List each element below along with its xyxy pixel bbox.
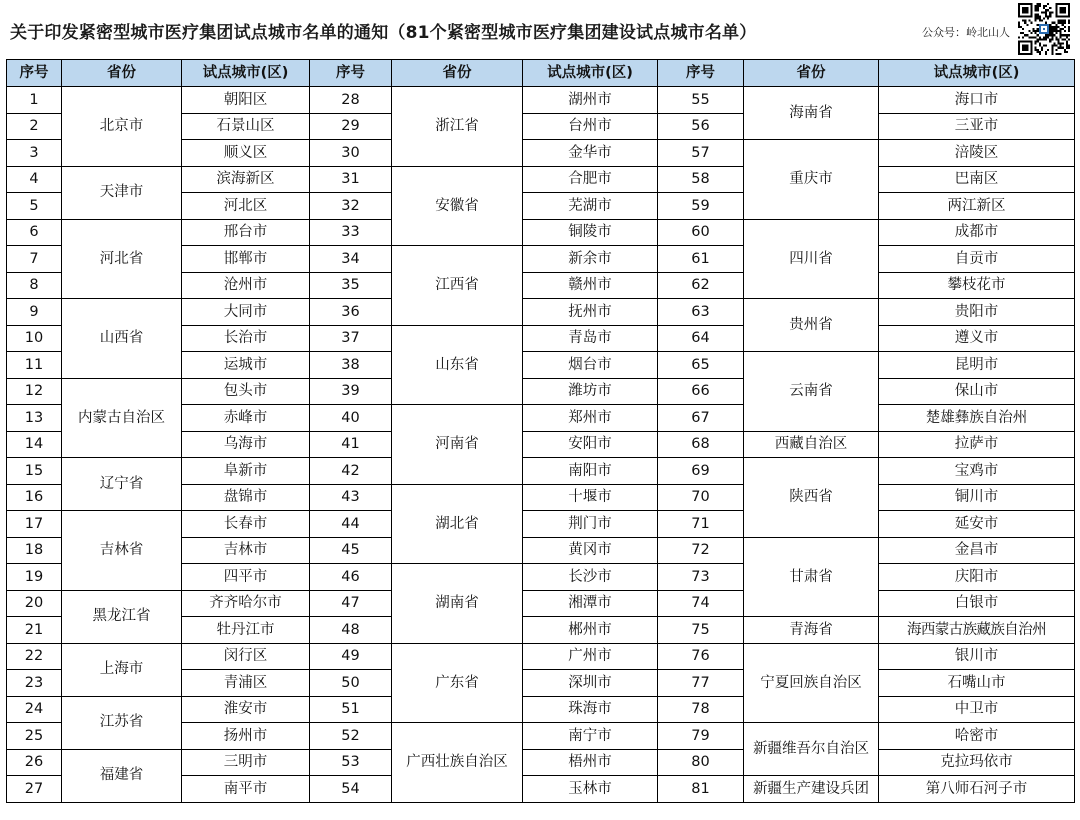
serial-number-cell: 30 — [310, 140, 392, 167]
serial-number-cell: 9 — [7, 299, 62, 326]
pilot-city-cell: 赤峰市 — [182, 405, 310, 432]
page-header — [0, 0, 1080, 58]
serial-number-cell: 35 — [310, 272, 392, 299]
column-header: 序号 — [310, 60, 392, 87]
serial-number-cell: 57 — [658, 140, 744, 167]
province-cell: 新疆维吾尔自治区 — [744, 723, 879, 776]
pilot-city-cell: 宝鸡市 — [879, 458, 1075, 485]
pilot-city-cell: 赣州市 — [523, 272, 658, 299]
serial-number-cell: 66 — [658, 378, 744, 405]
table-row — [7, 166, 1075, 193]
pilot-city-cell: 三亚市 — [879, 113, 1075, 140]
pilot-city-cell: 南平市 — [182, 776, 310, 803]
serial-number-cell: 34 — [310, 246, 392, 273]
table-row — [7, 696, 1075, 723]
table-row — [7, 643, 1075, 670]
province-cell: 安徽省 — [392, 166, 523, 246]
pilot-city-cell: 铜陵市 — [523, 219, 658, 246]
pilot-city-cell: 湖州市 — [523, 87, 658, 114]
pilot-city-cell: 克拉玛依市 — [879, 749, 1075, 776]
serial-number-cell: 81 — [658, 776, 744, 803]
serial-number-cell: 4 — [7, 166, 62, 193]
province-cell: 湖南省 — [392, 564, 523, 644]
table-row — [7, 458, 1075, 485]
pilot-city-cell: 巴南区 — [879, 166, 1075, 193]
pilot-city-cell: 延安市 — [879, 511, 1075, 538]
column-header: 试点城市(区) — [523, 60, 658, 87]
serial-number-cell: 68 — [658, 431, 744, 458]
pilot-city-cell: 邯郸市 — [182, 246, 310, 273]
pilot-city-cell: 青岛市 — [523, 325, 658, 352]
serial-number-cell: 73 — [658, 564, 744, 591]
serial-number-cell: 58 — [658, 166, 744, 193]
serial-number-cell: 74 — [658, 590, 744, 617]
column-header: 序号 — [7, 60, 62, 87]
pilot-city-cell: 芜湖市 — [523, 193, 658, 220]
serial-number-cell: 1 — [7, 87, 62, 114]
serial-number-cell: 2 — [7, 113, 62, 140]
pilot-city-cell: 安阳市 — [523, 431, 658, 458]
province-cell: 宁夏回族自治区 — [744, 643, 879, 723]
pilot-city-cell: 两江新区 — [879, 193, 1075, 220]
pilot-city-cell: 合肥市 — [523, 166, 658, 193]
pilot-city-cell: 湘潭市 — [523, 590, 658, 617]
serial-number-cell: 22 — [7, 643, 62, 670]
province-cell: 北京市 — [62, 87, 182, 167]
pilot-city-cell: 楚雄彝族自治州 — [879, 405, 1075, 432]
serial-number-cell: 10 — [7, 325, 62, 352]
province-cell: 西藏自治区 — [744, 431, 879, 458]
table-row — [7, 299, 1075, 326]
pilot-city-cell: 哈密市 — [879, 723, 1075, 750]
province-cell: 天津市 — [62, 166, 182, 219]
serial-number-cell: 71 — [658, 511, 744, 538]
province-cell: 青海省 — [744, 617, 879, 644]
pilot-city-cell: 第八师石河子市 — [879, 776, 1075, 803]
serial-number-cell: 28 — [310, 87, 392, 114]
serial-number-cell: 54 — [310, 776, 392, 803]
pilot-city-cell: 黄冈市 — [523, 537, 658, 564]
table-row — [7, 87, 1075, 114]
province-cell: 江西省 — [392, 246, 523, 326]
pilot-city-cell: 淮安市 — [182, 696, 310, 723]
pilot-city-cell: 珠海市 — [523, 696, 658, 723]
pilot-city-cell: 白银市 — [879, 590, 1075, 617]
serial-number-cell: 37 — [310, 325, 392, 352]
province-cell: 吉林省 — [62, 511, 182, 591]
serial-number-cell: 61 — [658, 246, 744, 273]
serial-number-cell: 65 — [658, 352, 744, 379]
province-cell: 贵州省 — [744, 299, 879, 352]
province-cell: 河北省 — [62, 219, 182, 299]
serial-number-cell: 52 — [310, 723, 392, 750]
serial-number-cell: 12 — [7, 378, 62, 405]
pilot-city-cell: 海口市 — [879, 87, 1075, 114]
pilot-city-cell: 扬州市 — [182, 723, 310, 750]
pilot-city-cell: 包头市 — [182, 378, 310, 405]
page-title: 关于印发紧密型城市医疗集团试点城市名单的通知（81个紧密型城市医疗集团建设试点城市名单） — [10, 23, 757, 43]
pilot-city-cell: 牡丹江市 — [182, 617, 310, 644]
table-body — [7, 87, 1075, 803]
province-cell: 广西壮族自治区 — [392, 723, 523, 803]
serial-number-cell: 19 — [7, 564, 62, 591]
pilot-city-cell: 涪陵区 — [879, 140, 1075, 167]
serial-number-cell: 15 — [7, 458, 62, 485]
pilot-city-cell: 成都市 — [879, 219, 1075, 246]
serial-number-cell: 78 — [658, 696, 744, 723]
pilot-city-cell: 闵行区 — [182, 643, 310, 670]
table-row — [7, 590, 1075, 617]
table-row — [7, 511, 1075, 538]
pilot-city-cell: 海西蒙古族藏族自治州 — [879, 617, 1075, 644]
serial-number-cell: 23 — [7, 670, 62, 697]
pilot-city-cell: 运城市 — [182, 352, 310, 379]
serial-number-cell: 50 — [310, 670, 392, 697]
serial-number-cell: 6 — [7, 219, 62, 246]
serial-number-cell: 77 — [658, 670, 744, 697]
province-cell: 海南省 — [744, 87, 879, 140]
province-cell: 辽宁省 — [62, 458, 182, 511]
pilot-city-cell: 齐齐哈尔市 — [182, 590, 310, 617]
serial-number-cell: 62 — [658, 272, 744, 299]
pilot-city-cell: 郴州市 — [523, 617, 658, 644]
province-cell: 内蒙古自治区 — [62, 378, 182, 458]
pilot-city-cell: 昆明市 — [879, 352, 1075, 379]
qr-code-icon — [1018, 3, 1070, 55]
serial-number-cell: 53 — [310, 749, 392, 776]
pilot-city-cell: 沧州市 — [182, 272, 310, 299]
serial-number-cell: 24 — [7, 696, 62, 723]
serial-number-cell: 25 — [7, 723, 62, 750]
serial-number-cell: 32 — [310, 193, 392, 220]
serial-number-cell: 36 — [310, 299, 392, 326]
serial-number-cell: 18 — [7, 537, 62, 564]
province-cell: 浙江省 — [392, 87, 523, 167]
province-cell: 江苏省 — [62, 696, 182, 749]
table-row — [7, 219, 1075, 246]
serial-number-cell: 5 — [7, 193, 62, 220]
pilot-city-cell: 石景山区 — [182, 113, 310, 140]
table-row — [7, 749, 1075, 776]
serial-number-cell: 29 — [310, 113, 392, 140]
serial-number-cell: 8 — [7, 272, 62, 299]
serial-number-cell: 21 — [7, 617, 62, 644]
province-cell: 云南省 — [744, 352, 879, 432]
pilot-city-cell: 滨海新区 — [182, 166, 310, 193]
province-cell: 甘肃省 — [744, 537, 879, 617]
pilot-city-cell: 长沙市 — [523, 564, 658, 591]
pilot-city-cell: 抚州市 — [523, 299, 658, 326]
serial-number-cell: 3 — [7, 140, 62, 167]
column-header: 省份 — [392, 60, 523, 87]
serial-number-cell: 13 — [7, 405, 62, 432]
pilot-city-cell: 四平市 — [182, 564, 310, 591]
serial-number-cell: 7 — [7, 246, 62, 273]
pilot-city-cell: 十堰市 — [523, 484, 658, 511]
serial-number-cell: 51 — [310, 696, 392, 723]
serial-number-cell: 76 — [658, 643, 744, 670]
serial-number-cell: 47 — [310, 590, 392, 617]
column-header: 试点城市(区) — [879, 60, 1075, 87]
pilot-city-cell: 长治市 — [182, 325, 310, 352]
province-cell: 新疆生产建设兵团 — [744, 776, 879, 803]
serial-number-cell: 56 — [658, 113, 744, 140]
pilot-city-cell: 河北区 — [182, 193, 310, 220]
pilot-city-cell: 梧州市 — [523, 749, 658, 776]
serial-number-cell: 31 — [310, 166, 392, 193]
serial-number-cell: 44 — [310, 511, 392, 538]
pilot-city-cell: 攀枝花市 — [879, 272, 1075, 299]
province-cell: 山西省 — [62, 299, 182, 379]
province-cell: 重庆市 — [744, 140, 879, 220]
pilot-city-cell: 吉林市 — [182, 537, 310, 564]
pilot-city-cell: 遵义市 — [879, 325, 1075, 352]
pilot-city-cell: 贵阳市 — [879, 299, 1075, 326]
pilot-city-cell: 庆阳市 — [879, 564, 1075, 591]
pilot-city-cell: 新余市 — [523, 246, 658, 273]
pilot-city-cell: 郑州市 — [523, 405, 658, 432]
serial-number-cell: 40 — [310, 405, 392, 432]
pilot-city-cell: 阜新市 — [182, 458, 310, 485]
pilot-city-cell: 台州市 — [523, 113, 658, 140]
province-cell: 黑龙江省 — [62, 590, 182, 643]
serial-number-cell: 16 — [7, 484, 62, 511]
serial-number-cell: 60 — [658, 219, 744, 246]
serial-number-cell: 70 — [658, 484, 744, 511]
pilot-city-cell: 青浦区 — [182, 670, 310, 697]
pilot-city-cell: 三明市 — [182, 749, 310, 776]
serial-number-cell: 43 — [310, 484, 392, 511]
serial-number-cell: 63 — [658, 299, 744, 326]
pilot-city-cell: 石嘴山市 — [879, 670, 1075, 697]
serial-number-cell: 64 — [658, 325, 744, 352]
pilot-city-cell: 深圳市 — [523, 670, 658, 697]
serial-number-cell: 27 — [7, 776, 62, 803]
serial-number-cell: 69 — [658, 458, 744, 485]
pilot-city-cell: 银川市 — [879, 643, 1075, 670]
serial-number-cell: 59 — [658, 193, 744, 220]
pilot-city-cell: 乌海市 — [182, 431, 310, 458]
serial-number-cell: 38 — [310, 352, 392, 379]
serial-number-cell: 33 — [310, 219, 392, 246]
pilot-city-cell: 南宁市 — [523, 723, 658, 750]
pilot-city-cell: 荆门市 — [523, 511, 658, 538]
column-header: 省份 — [62, 60, 182, 87]
province-cell: 四川省 — [744, 219, 879, 299]
serial-number-cell: 48 — [310, 617, 392, 644]
pilot-city-cell: 金昌市 — [879, 537, 1075, 564]
pilot-city-cell: 自贡市 — [879, 246, 1075, 273]
pilot-city-cell: 广州市 — [523, 643, 658, 670]
province-cell: 上海市 — [62, 643, 182, 696]
serial-number-cell: 67 — [658, 405, 744, 432]
serial-number-cell: 80 — [658, 749, 744, 776]
province-cell: 陕西省 — [744, 458, 879, 538]
province-cell: 湖北省 — [392, 484, 523, 564]
pilot-city-cell: 金华市 — [523, 140, 658, 167]
pilot-city-cell: 南阳市 — [523, 458, 658, 485]
serial-number-cell: 17 — [7, 511, 62, 538]
serial-number-cell: 79 — [658, 723, 744, 750]
serial-number-cell: 11 — [7, 352, 62, 379]
serial-number-cell: 72 — [658, 537, 744, 564]
pilot-city-cell: 拉萨市 — [879, 431, 1075, 458]
column-header: 试点城市(区) — [182, 60, 310, 87]
province-cell: 河南省 — [392, 405, 523, 485]
serial-number-cell: 45 — [310, 537, 392, 564]
pilot-city-cell: 邢台市 — [182, 219, 310, 246]
column-header: 序号 — [658, 60, 744, 87]
serial-number-cell: 41 — [310, 431, 392, 458]
pilot-city-cell: 中卫市 — [879, 696, 1075, 723]
pilot-city-cell: 盘锦市 — [182, 484, 310, 511]
serial-number-cell: 46 — [310, 564, 392, 591]
pilot-city-cell: 长春市 — [182, 511, 310, 538]
pilot-city-cell: 大同市 — [182, 299, 310, 326]
pilot-city-cell: 烟台市 — [523, 352, 658, 379]
pilot-city-cell: 铜川市 — [879, 484, 1075, 511]
serial-number-cell: 75 — [658, 617, 744, 644]
serial-number-cell: 14 — [7, 431, 62, 458]
pilot-city-cell: 顺义区 — [182, 140, 310, 167]
table-header-row — [7, 60, 1075, 87]
pilot-city-table — [6, 59, 1075, 803]
serial-number-cell: 20 — [7, 590, 62, 617]
pilot-city-cell: 保山市 — [879, 378, 1075, 405]
table-row — [7, 378, 1075, 405]
pilot-city-cell: 朝阳区 — [182, 87, 310, 114]
column-header: 省份 — [744, 60, 879, 87]
serial-number-cell: 49 — [310, 643, 392, 670]
province-cell: 山东省 — [392, 325, 523, 405]
serial-number-cell: 42 — [310, 458, 392, 485]
account-label: 公众号：岭北山人 — [922, 26, 1010, 39]
pilot-city-cell: 潍坊市 — [523, 378, 658, 405]
pilot-city-cell: 玉林市 — [523, 776, 658, 803]
serial-number-cell: 55 — [658, 87, 744, 114]
province-cell: 福建省 — [62, 749, 182, 802]
serial-number-cell: 39 — [310, 378, 392, 405]
province-cell: 广东省 — [392, 643, 523, 723]
serial-number-cell: 26 — [7, 749, 62, 776]
